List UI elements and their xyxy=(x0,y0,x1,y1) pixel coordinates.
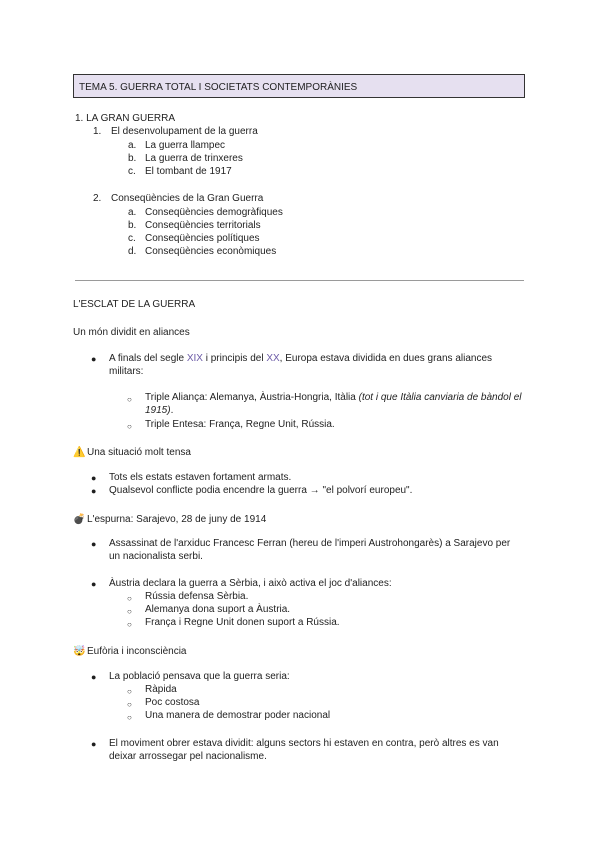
sub-bullet-text-continuation: 1915). xyxy=(145,405,174,416)
bullet-icon: ● xyxy=(91,486,97,496)
bullet-text: Assassinat de l'arxiduc Francesc Ferran (hereu de l'imperi Austrohongarès) a Sarajevo per xyxy=(109,538,511,549)
subsection-heading: 🤯 Eufòria i inconsciència xyxy=(73,646,187,657)
outline-item-label: Conseqüències de la Gran Guerra xyxy=(111,193,264,204)
warning-icon: ⚠️ xyxy=(73,447,86,458)
bullet-text: El moviment obrer estava dividit: alguns sectors hi estaven en contra, però altres es van xyxy=(109,738,499,749)
sub-bullet-text: Rússia defensa Sèrbia. xyxy=(145,591,249,602)
outline-sub-letter: b. xyxy=(128,220,137,231)
outline-heading: 1. LA GRAN GUERRA xyxy=(75,113,176,124)
sub-bullet-icon: ○ xyxy=(127,594,132,603)
subsection-heading: 💣 L'espurna: Sarajevo, 28 de juny de 1914 xyxy=(73,514,267,525)
outline-sub-letter: c. xyxy=(128,233,136,244)
section-heading: L'ESCLAT DE LA GUERRA xyxy=(73,299,196,310)
bullet-icon: ● xyxy=(91,672,97,682)
sub-bullet-icon: ○ xyxy=(127,395,132,404)
bullet-icon: ● xyxy=(91,354,97,364)
bullet-text-continuation: militars: xyxy=(109,366,144,377)
bullet-text: Qualsevol conflicte podia encendre la guerra → "el polvorí europeu". xyxy=(109,485,413,496)
outline-sub-letter: a. xyxy=(128,207,137,218)
bullet-text-continuation: un nacionalista serbi. xyxy=(109,551,203,562)
sub-bullet-text: França i Regne Unit donen suport a Rússia. xyxy=(145,617,340,628)
sub-bullet-icon: ○ xyxy=(127,607,132,616)
bullet-text: Àustria declara la guerra a Sèrbia, i això activa el joc d'aliances: xyxy=(109,578,392,589)
bullet-text: La població pensava que la guerra seria: xyxy=(109,671,290,682)
outline-sub-letter: d. xyxy=(128,246,137,257)
outline-sub-label: El tombant de 1917 xyxy=(145,166,232,177)
outline-sub-label: La guerra llampec xyxy=(145,140,226,151)
horizontal-divider xyxy=(75,280,524,281)
outline-item-label: El desenvolupament de la guerra xyxy=(111,126,258,137)
outline-sub-label: Conseqüències territorials xyxy=(145,220,261,231)
page-title: TEMA 5. GUERRA TOTAL I SOCIETATS CONTEMPORÀNIES xyxy=(79,82,358,93)
sub-bullet-icon: ○ xyxy=(127,700,132,709)
sub-bullet-text: Una manera de demostrar poder nacional xyxy=(145,710,331,721)
sub-bullet-icon: ○ xyxy=(127,620,132,629)
bullet-text-continuation: deixar arrossegar pel nacionalisme. xyxy=(109,751,267,762)
outline-sub-label: Conseqüències polítiques xyxy=(145,233,260,244)
bullet-icon: ● xyxy=(91,739,97,749)
outline-sub-letter: b. xyxy=(128,153,137,164)
bullet-icon: ● xyxy=(91,579,97,589)
sub-bullet-text: Ràpida xyxy=(145,684,177,695)
sub-bullet-text: Poc costosa xyxy=(145,697,200,708)
outline-sub-label: La guerra de trinxeres xyxy=(145,153,243,164)
sub-bullet-icon: ○ xyxy=(127,422,132,431)
exploding-head-icon: 🤯 xyxy=(73,646,86,657)
bullet-icon: ● xyxy=(91,473,97,483)
title-box xyxy=(73,74,525,98)
bomb-icon: 💣 xyxy=(73,514,86,525)
sub-bullet-text: Alemanya dona suport a Àustria. xyxy=(145,604,291,615)
sub-bullet-icon: ○ xyxy=(127,713,132,722)
outline-item-number: 1. xyxy=(93,126,102,137)
bullet-text: Tots els estats estaven fortament armats. xyxy=(109,472,292,483)
bullet-text: A finals del segle XIX i principis del XX, Europa estava dividida en dues grans aliances xyxy=(109,353,493,364)
outline-sub-label: Conseqüències demogràfiques xyxy=(145,207,283,218)
bullet-icon: ● xyxy=(91,539,97,549)
sub-bullet-text: Triple Entesa: França, Regne Unit, Rússia. xyxy=(145,419,335,430)
outline-item-number: 2. xyxy=(93,193,102,204)
outline-sub-letter: a. xyxy=(128,140,137,151)
outline-sub-label: Conseqüències econòmiques xyxy=(145,246,277,257)
sub-bullet-icon: ○ xyxy=(127,687,132,696)
subsection-heading: Un món dividit en aliances xyxy=(73,327,190,338)
outline-sub-letter: c. xyxy=(128,166,136,177)
subsection-heading: ⚠️ Una situació molt tensa xyxy=(73,447,191,458)
sub-bullet-text: Triple Aliança: Alemanya, Àustria-Hongria, Itàlia (tot i que Itàlia canviaria de bàndol el xyxy=(145,392,522,403)
